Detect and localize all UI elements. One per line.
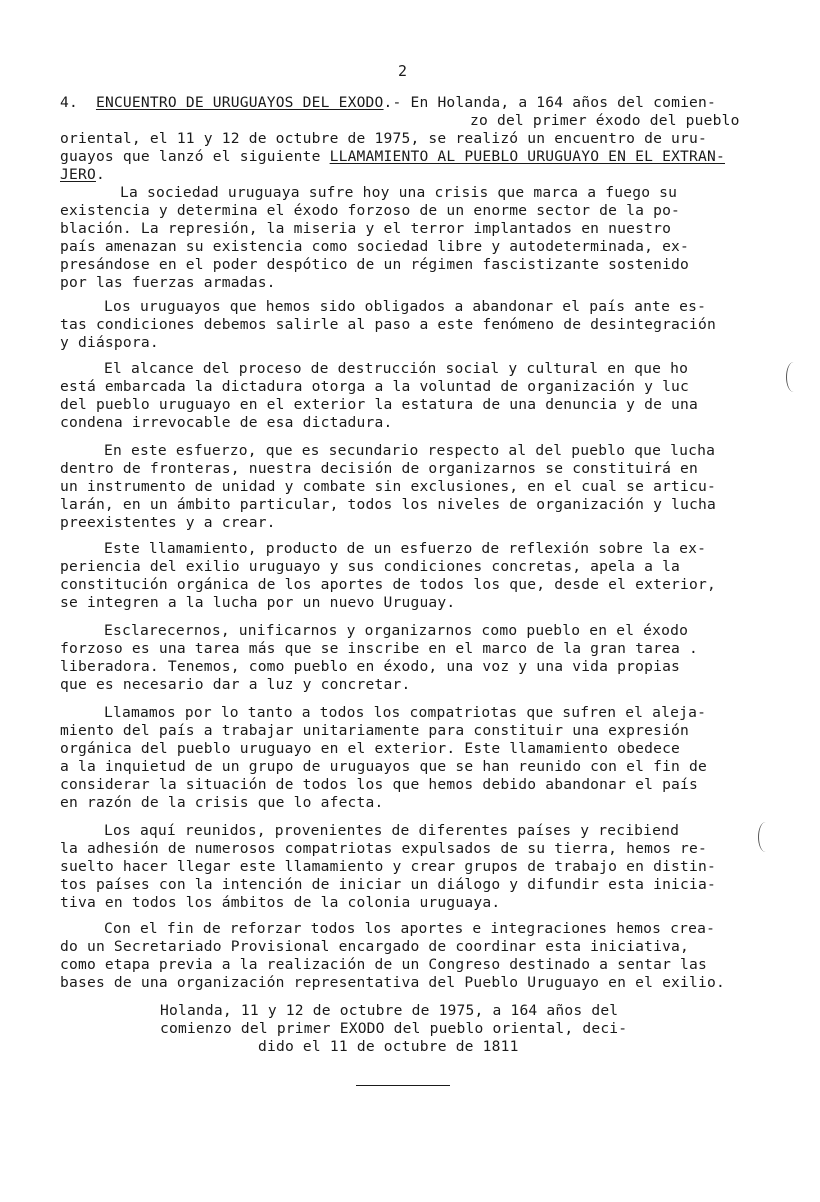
body-line: La sociedad uruguaya sufre hoy una crisis que marca a fuego su [120, 184, 678, 201]
body-line: dentro de fronteras, nuestra decisión de organizarnos se constituirá en [60, 460, 699, 477]
body-line: blación. La represión, la miseria y el terror implantados en nuestro [60, 220, 672, 237]
body-line: del pueblo uruguayo en el exterior la estatura de una denuncia y de una [60, 396, 699, 413]
page-number: 2 [398, 62, 408, 80]
body-line: está embarcada la dictadura otorga a la voluntad de organización y luc [60, 378, 690, 395]
body-line: tas condiciones debemos salirle al paso a este fenómeno de desintegración [60, 316, 716, 333]
body-line: El alcance del proceso de destrucción social y cultural en que ho [104, 360, 689, 377]
heading-line-3: oriental, el 11 y 12 de octubre de 1975, se realizó un encuentro de uru- [60, 130, 708, 147]
body-line: Este llamamiento, producto de un esfuerzo de reflexión sobre la ex- [104, 540, 707, 557]
body-line: larán, en un ámbito particular, todos los niveles de organización y lucha [60, 496, 716, 513]
body-line: en razón de la crisis que lo afecta. [60, 794, 384, 811]
end-rule [356, 1085, 450, 1086]
body-line: preexistentes y a crear. [60, 514, 276, 531]
body-line: do un Secretariado Provisional encargado de coordinar esta iniciativa, [60, 938, 690, 955]
closing-line: dido el 11 de octubre de 1811 [258, 1038, 519, 1055]
closing-line: comienzo del primer EXODO del pueblo oriental, deci- [160, 1020, 628, 1037]
body-line: miento del país a trabajar unitariamente para constituir una expresión [60, 722, 690, 739]
body-line: y diáspora. [60, 334, 159, 351]
body-line: Los uruguayos que hemos sido obligados a abandonar el país ante es- [104, 298, 707, 315]
scan-mark [786, 362, 801, 392]
call-title: LLAMAMIENTO AL PUEBLO URUGUAYO EN EL EXTRAN- [329, 148, 725, 165]
body-line: liberadora. Tenemos, como pueblo en éxodo, una voz y una vida propias [60, 658, 681, 675]
body-line: suelto hacer llegar este llamamiento y crear grupos de trabajo en distin- [60, 858, 716, 875]
body-line: por las fuerzas armadas. [60, 274, 276, 291]
body-line: Los aquí reunidos, provenientes de diferentes países y recibiend [104, 822, 680, 839]
body-line: existencia y determina el éxodo forzoso de un enorme sector de la po- [60, 202, 681, 219]
body-line: se integren a la lucha por un nuevo Uruguay. [60, 594, 456, 611]
body-line: bases de una organización representativa del Pueblo Uruguayo en el exilio. [60, 974, 725, 991]
body-line: tos países con la intención de iniciar un diálogo y difundir esta inicia- [60, 876, 716, 893]
body-line: que es necesario dar a luz y concretar. [60, 676, 411, 693]
body-line: Llamamos por lo tanto a todos los compatriotas que sufren el aleja- [104, 704, 707, 721]
body-line: a la inquietud de un grupo de uruguayos que se han reunido con el fin de [60, 758, 708, 775]
body-line: un instrumento de unidad y combate sin exclusiones, en el cual se articu- [60, 478, 716, 495]
scan-mark [758, 822, 773, 852]
call-title-cont: JERO [60, 166, 96, 183]
heading-line-4 [60, 148, 725, 166]
heading-line-5 [60, 166, 105, 184]
body-line: considerar la situación de todos los que hemos debido abandonar el país [60, 776, 699, 793]
body-line: como etapa previa a la realización de un Congreso destinado a sentar las [60, 956, 708, 973]
body-line: tiva en todos los ámbitos de la colonia uruguaya. [60, 894, 501, 911]
body-line: Esclarecernos, unificarnos y organizarnos como pueblo en el éxodo [104, 622, 689, 639]
body-line: país amenazan su existencia como sociedad libre y autodeterminada, ex- [60, 238, 690, 255]
heading-continuation: .- En Holanda, a 164 años del comien- [383, 94, 717, 111]
body-line: periencia del exilio uruguayo y sus condiciones concretas, apela a la [60, 558, 681, 575]
body-line: forzoso es una tarea más que se inscribe en el marco de la gran tarea . [60, 640, 699, 657]
body-line: condena irrevocable de esa dictadura. [60, 414, 393, 431]
body-line: la adhesión de numerosos compatriotas expulsados de su tierra, hemos re- [60, 840, 708, 857]
closing-line: Holanda, 11 y 12 de octubre de 1975, a 164 años del [160, 1002, 619, 1019]
call-title-period: . [95, 166, 105, 183]
body-line: presándose en el poder despótico de un régimen fascistizante sostenido [60, 256, 690, 273]
section-title: ENCUENTRO DE URUGUAYOS DEL EXODO [95, 94, 384, 111]
heading-line-2: zo del primer éxodo del pueblo [470, 112, 740, 129]
heading-line-4-text: guayos que lanzó el siguiente [60, 148, 330, 165]
body-line: En este esfuerzo, que es secundario respecto al del pueblo que lucha [104, 442, 716, 459]
body-line: Con el fin de reforzar todos los aportes e integraciones hemos crea- [104, 920, 716, 937]
heading-line-1 [60, 94, 716, 112]
body-line: orgánica del pueblo uruguayo en el exterior. Este llamamiento obedece [60, 740, 681, 757]
body-line: constitución orgánica de los aportes de todos los que, desde el exterior, [60, 576, 716, 593]
section-number: 4. [60, 94, 78, 111]
